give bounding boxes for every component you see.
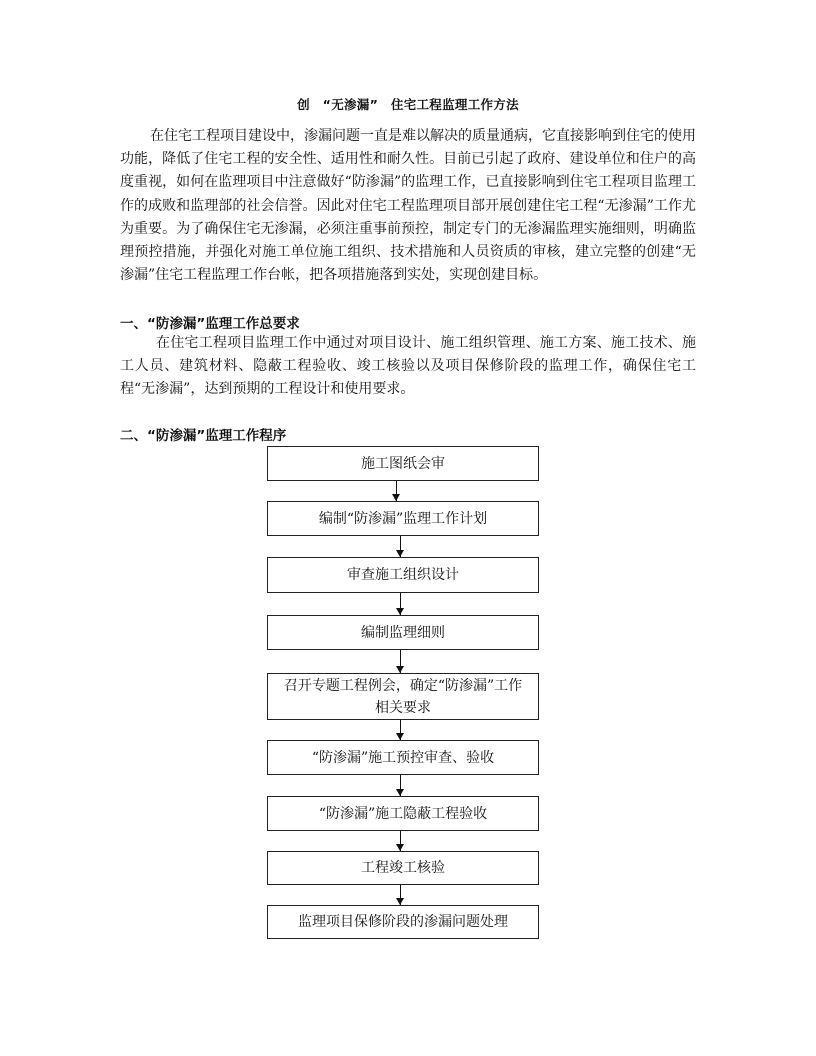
document-title: 创 “无渗漏” 住宅工程监理工作方法 <box>297 97 519 112</box>
flow-arrow <box>396 885 406 905</box>
flow-arrow <box>396 831 406 851</box>
flow-step-special-meeting: 召开专题工程例会，确定“防渗漏”工作相关要求 <box>267 673 539 720</box>
flow-step-work-plan: 编制“防渗漏”监理工作计划 <box>267 501 539 536</box>
flow-arrow <box>396 536 406 557</box>
flow-step-drawing-review: 施工图纸会审 <box>267 446 539 481</box>
section-1-heading: 一、“防渗漏”监理工作总要求 <box>120 316 300 332</box>
flow-step-warranty-handling: 监理项目保修阶段的渗漏问题处理 <box>267 905 539 939</box>
flow-arrow <box>396 775 406 796</box>
section-1-paragraph: 在住宅工程项目监理工作中通过对项目设计、施工组织管理、施工方案、施工技术、施工人员、建筑材料、隐蔽工程验收、竣工核验以及项目保修阶段的监理工作，确保住宅工程“无渗漏”，达到预期的工程设计和使用要求。 <box>120 335 696 398</box>
flow-arrow <box>396 650 406 673</box>
section-2-heading: 二、“防渗漏”监理工作程序 <box>120 428 287 444</box>
flow-step-completion-check: 工程竣工核验 <box>267 851 539 885</box>
flow-step-concealed-works: “防渗漏”施工隐蔽工程验收 <box>267 796 539 831</box>
flow-step-precontrol-review: “防渗漏”施工预控审查、验收 <box>267 740 539 775</box>
intro-paragraph: 在住宅工程项目建设中，渗漏问题一直是难以解决的质量通病，它直接影响到住宅的使用功能，降低了住宅工程的安全性、适用性和耐久性。目前已引起了政府、建设单位和住户的高度重视，如何在监理项目中注意做好“防渗漏”的监理工作，已直接影响到住宅工程项目监理工作的成败和监理部的社会信誉。因此对住宅工程监理项目部开展创建住宅工程“无渗漏”工作尤为重要。为了确保住宅无渗漏，必须注重事前预控，制定专门的无渗漏监理实施细则，明确监理预控措施，并强化对施工单位施工组织、技术措施和人员资质的审核，建立完整的创建“无渗漏”住宅工程监理工作台帐，把各项措施落到实处，实现创建目标。 <box>120 128 696 284</box>
flow-arrow <box>392 481 402 501</box>
flow-arrow <box>396 720 406 740</box>
flow-arrow <box>396 593 406 615</box>
flow-step-review-construction-design: 审查施工组织设计 <box>267 557 539 593</box>
flow-step-supervision-rules: 编制监理细则 <box>267 615 539 650</box>
